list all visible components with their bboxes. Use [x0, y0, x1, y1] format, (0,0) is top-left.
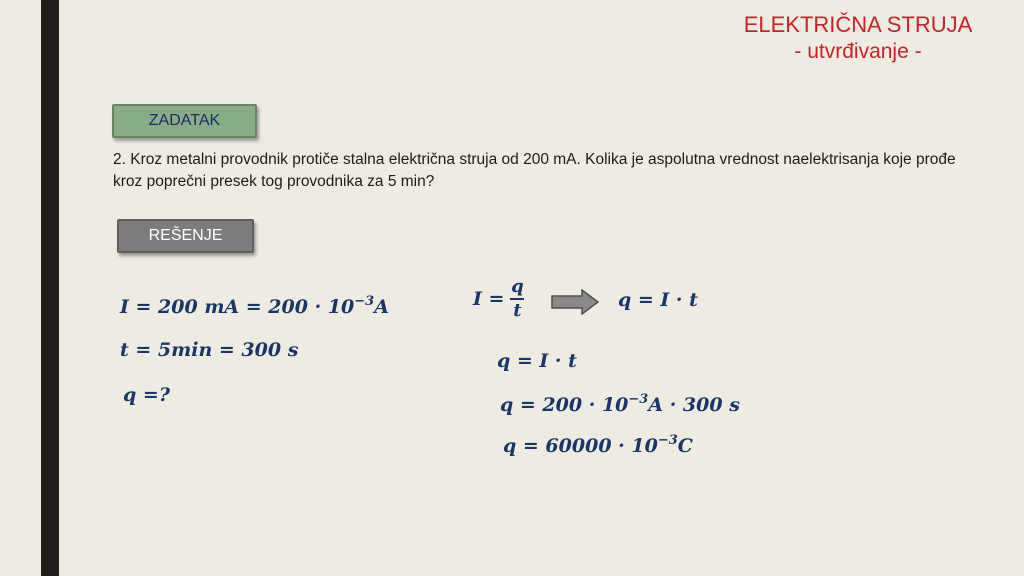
step-result — [503, 435, 693, 457]
title-main: ELEKTRIČNA STRUJA — [743, 12, 973, 37]
step-result-unit: C — [677, 435, 693, 457]
zadatak-label: ZADATAK — [112, 104, 257, 138]
given-current-unit: A — [374, 296, 389, 318]
task-text: 2. Kroz metalni provodnik protiče stalna električna struja od 200 mA. Kolika je aspolutna vrednost naelektrisanja koje prođe kroz poprečni presek tog provodnika za 5 min? — [113, 151, 956, 190]
unknown-charge-equation: q =? — [123, 384, 170, 406]
current-formula — [473, 278, 524, 320]
step-substitution-main: q = 200 · 10 — [500, 394, 629, 416]
left-decorative-bar — [41, 0, 59, 576]
step-result-main: q = 60000 · 10 — [503, 435, 658, 457]
given-current-exponent: −3 — [354, 294, 375, 309]
resenje-label: REŠENJE — [117, 219, 254, 253]
step-formula: q = I · t — [497, 350, 577, 372]
given-time-equation: t = 5min = 300 s — [120, 339, 299, 361]
step-result-exponent: −3 — [657, 433, 678, 448]
step-substitution-rest: A · 300 s — [648, 394, 740, 416]
fraction-denominator: t — [513, 300, 522, 321]
formula-fraction — [510, 278, 524, 320]
step-substitution-exponent: −3 — [628, 392, 649, 407]
fraction-numerator: q — [511, 276, 524, 297]
formula-result: q = I · t — [618, 289, 698, 311]
given-current-equation — [120, 296, 389, 318]
slide-title — [708, 12, 1008, 64]
given-current-main: I = 200 mA = 200 · 10 — [120, 296, 355, 318]
title-subtitle: - utvrđivanje - — [794, 39, 922, 63]
arrow-right-icon — [550, 289, 600, 315]
step-substitution — [500, 394, 740, 416]
formula-lhs: I = — [473, 288, 505, 310]
